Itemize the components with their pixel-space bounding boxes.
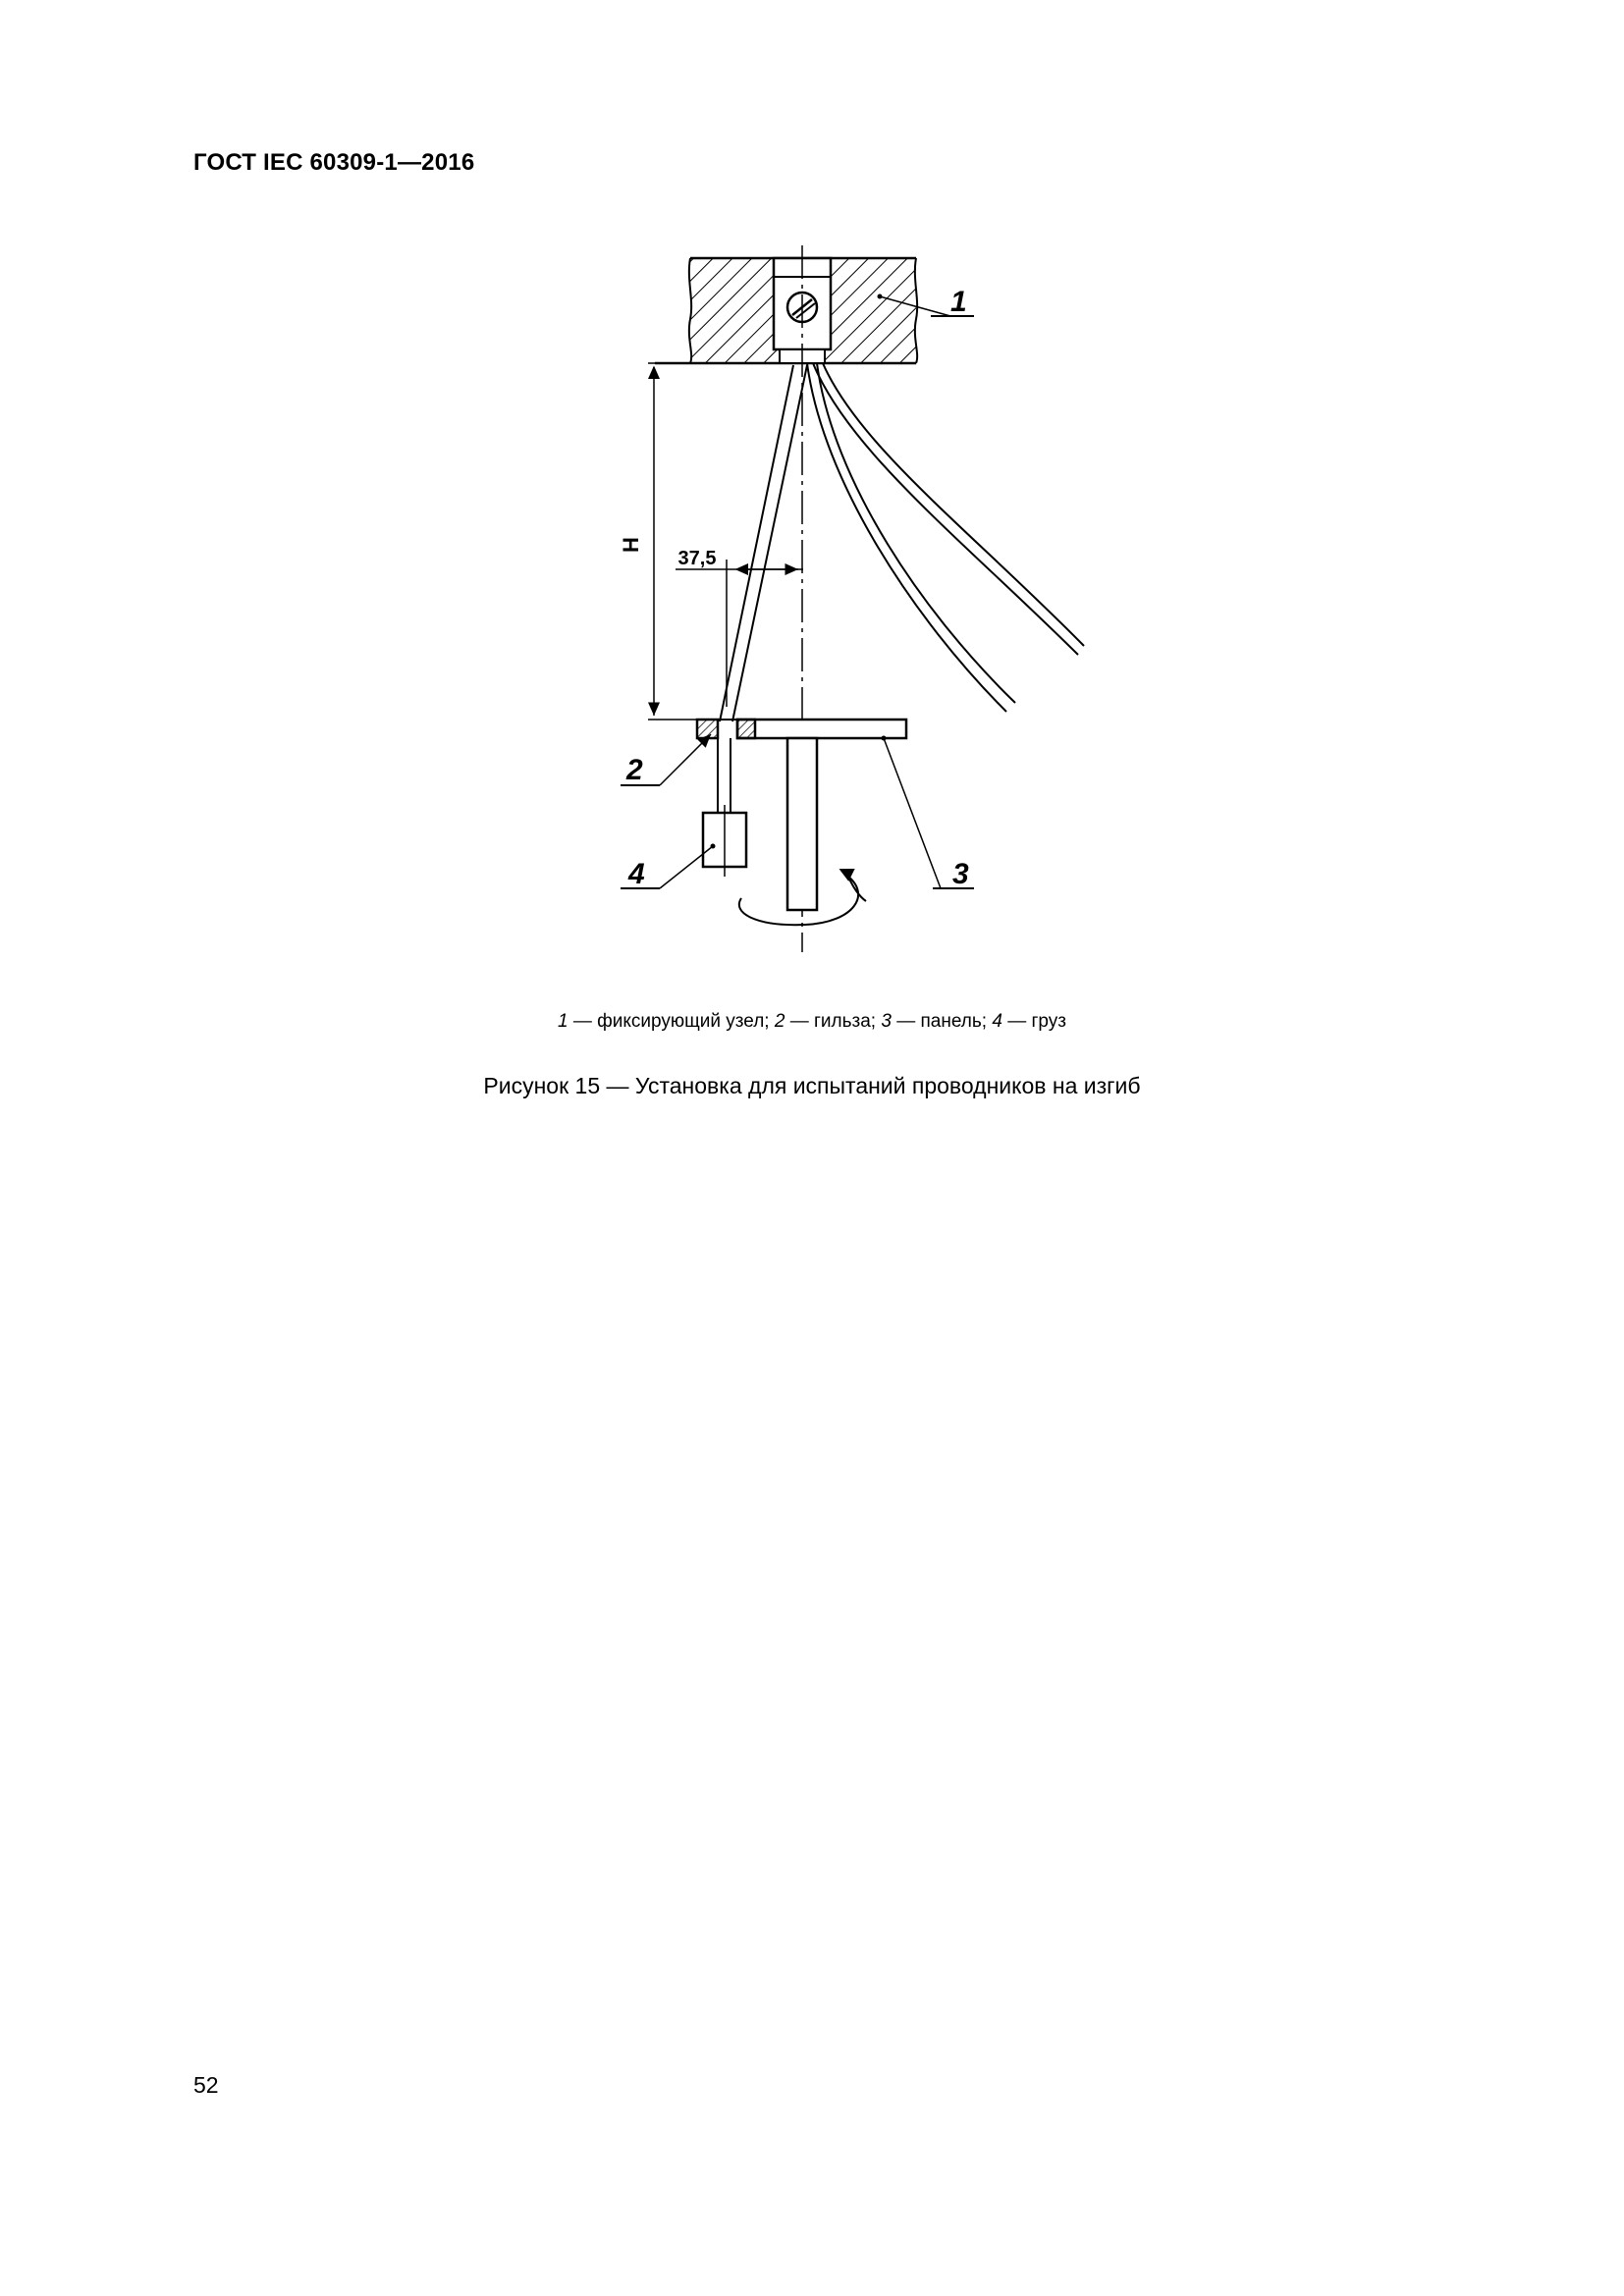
conductor-curved	[807, 363, 1084, 712]
weight	[703, 738, 746, 877]
figure-15-diagram	[589, 245, 1139, 962]
legend-text-1: — фиксирующий узел;	[568, 1011, 775, 1032]
fixing-block	[655, 258, 917, 363]
height-label: H	[619, 537, 643, 553]
legend-text-2: — гильза;	[785, 1011, 882, 1032]
offset-label: 37,5	[677, 548, 717, 569]
page-number: 52	[193, 2072, 219, 2098]
label-3: 3	[952, 858, 969, 890]
legend-num-1: 1	[558, 1011, 568, 1032]
label-2: 2	[626, 754, 643, 786]
label-4: 4	[628, 858, 645, 890]
legend-num-4: 4	[992, 1011, 1002, 1032]
figure-caption: Рисунок 15 — Установка для испытаний проводников на изгиб	[483, 1073, 1141, 1098]
label-1: 1	[950, 286, 967, 318]
height-dimension	[648, 363, 697, 720]
document-header: ГОСТ IEC 60309-1—2016	[193, 149, 475, 176]
legend-text-3: — панель;	[891, 1011, 993, 1032]
legend-num-2: 2	[774, 1011, 785, 1032]
legend-text-4: — груз	[1001, 1011, 1066, 1032]
figure-legend	[0, 1011, 1624, 1033]
legend-num-3: 3	[881, 1011, 892, 1032]
conductor-straight	[720, 365, 807, 721]
